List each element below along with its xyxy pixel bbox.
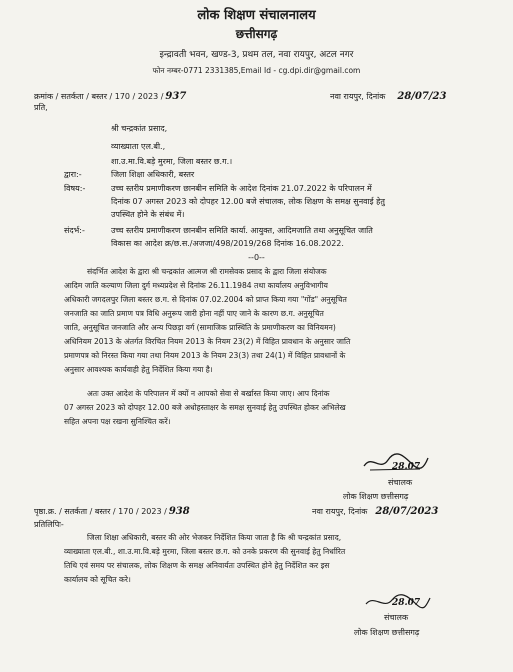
body-line: प्रमाणपत्र को निरस्त किया गया तथा नियम 2013 के नियम 23(3) तथा 24(1) में विहित प्रावधानों के	[64, 351, 346, 360]
sandarbh-label: संदर्भ:-	[64, 226, 85, 235]
prati-label: प्रति,	[34, 103, 48, 112]
sandarbh-line: विकास का आदेश क्र/छ.स./अजजा/498/2019/268 दिनांक 16.08.2022.	[111, 239, 344, 248]
dwara-text: जिला शिक्षा अधिकारी, बस्तर	[111, 170, 195, 179]
dwara-label: द्वारा:-	[64, 170, 82, 179]
recipient-line: श्री चन्द्रकांत प्रसाद,	[111, 124, 168, 133]
body-line: आदिम जाति कल्याण जिला दुर्ग मध्यप्रदेश से दिनांक 26.11.1984 तथा कार्यालय अनुविभागीय	[64, 281, 328, 290]
sandarbh-line: उच्च स्तरीय प्रमाणीकरण छानबीन समिति कार्या. आयुक्त, आदिमजाति तथा अनुसूचित जाति	[111, 226, 373, 235]
vishay-line: उच्च स्तरीय प्रमाणीकरण छानबीन समिति के आदेश दिनांक 21.07.2022 के परिपालन में	[111, 184, 372, 193]
recipient-line: व्याख्याता एल.बी.,	[111, 142, 166, 151]
place-date: नवा रायपुर, दिनांक 28/07/23	[330, 91, 447, 102]
copy-body-line: जिला शिक्षा अधिकारी, बस्तर की ओर भेजकर निर्देशित किया जाता है कि श्री चन्द्रकांत प्रसाद,	[87, 533, 342, 542]
signatory-title: संचालक	[388, 478, 413, 487]
body-line: अधिनियम 2013 के अंतर्गत विरचित नियम 2013 के नियम 23(2) में विहित प्रावधान के अनुसार जाति	[64, 337, 351, 346]
vishay-line: उपस्थित होने के संबंध में।	[111, 210, 185, 219]
copy-body-line: तिथि एवं समय पर संचालक, लोक शिक्षण के समक्ष अनिवार्यतः उपस्थित होने हेतु निर्देशित कर इस	[64, 561, 330, 570]
body-line: संदर्भित आदेश के द्वारा श्री चन्द्रकांत आत्मज श्री रामसेवक प्रसाद के द्वारा जिला संयोजक	[87, 267, 327, 276]
body-line: सहित अपना पक्ष रखना सुनिश्चित करें।	[64, 417, 171, 426]
body-line: अनुसार आवश्यक कार्यवाही हेतु निर्देशित किया गया है।	[64, 365, 213, 374]
office-address: इन्द्रावती भवन, खण्ड-3, प्रथम तल, नवा रायपुर, अटल नगर	[159, 50, 354, 60]
signature-date: 28.07	[392, 462, 421, 472]
signatory-org: लोक शिक्षण छत्तीसगढ़	[343, 492, 409, 501]
vishay-label: विषय:-	[64, 184, 86, 193]
separator: --0--	[248, 253, 265, 262]
body-line: अतः उक्त आदेश के परिपालन में क्यों न आपको सेवा से बर्खास्त किया जाए। आप दिनांक	[87, 389, 330, 398]
copy-body-line: व्याख्याता एल.बी., शा.उ.मा.वि.बड़े मुरमा, जिला बस्तर छ.ग. को उनके प्रकरण की सुनवाई हेतु निर्धारित	[64, 547, 346, 556]
copy-reference-number: पृष्ठा.क्र. / सतर्कता / बस्तर / 170 / 2023 / 938	[34, 506, 190, 517]
office-contact: फोन नम्बर-0771 2331385,Email Id - cg.dpi.dir@gmail.com	[152, 66, 361, 75]
recipient-line: शा.उ.मा.वि.बड़े मुरमा, जिला बस्तर छ.ग.।	[111, 157, 233, 166]
vishay-line: दिनांक 07 अगस्त 2023 को दोपहर 12.00 बजे संचालक, लोक शिक्षण के समक्ष सुनवाई हेतु	[111, 197, 385, 206]
body-line: अधिकारी जगदलपुर जिला बस्तर छ.ग. से दिनांक 07.02.2004 को प्राप्त किया गया "गोंड" अनुसूचित	[64, 295, 347, 304]
reference-number: क्रमांक / सतर्कता / बस्तर / 170 / 2023 / 937	[34, 91, 187, 102]
body-line: जनजाति का जाति प्रमाण पत्र विधि अनुरूप जारी होना नहीं पाए जाने के कारण छ.ग. अनुसूचित	[64, 309, 324, 318]
copy-place-date: नवा रायपुर, दिनांक 28/07/2023	[312, 506, 439, 517]
org-name: लोक शिक्षण संचालनालय	[197, 8, 316, 23]
copy-body-line: कार्यालय को सूचित करे।	[64, 575, 131, 584]
state-name: छत्तीसगढ़	[235, 27, 278, 41]
signatory-2-title: संचालक	[384, 613, 409, 622]
body-line: 07 अगस्त 2023 को दोपहर 12.00 बजे अधोहस्ताक्षर के समक्ष सुनवाई हेतु उपस्थित होकर अभिलेख	[64, 403, 346, 412]
pratilipi-label: प्रतिलिपिः-	[34, 520, 64, 529]
signature-2-date: 28.07	[392, 598, 421, 608]
signatory-2-org: लोक शिक्षण छत्तीसगढ़	[354, 628, 420, 637]
body-line: जाति, अनुसूचित जनजाति और अन्य पिछड़ा वर्ग (सामाजिक प्रास्थिति के प्रमाणीकरण का विनियमन)	[64, 323, 336, 332]
